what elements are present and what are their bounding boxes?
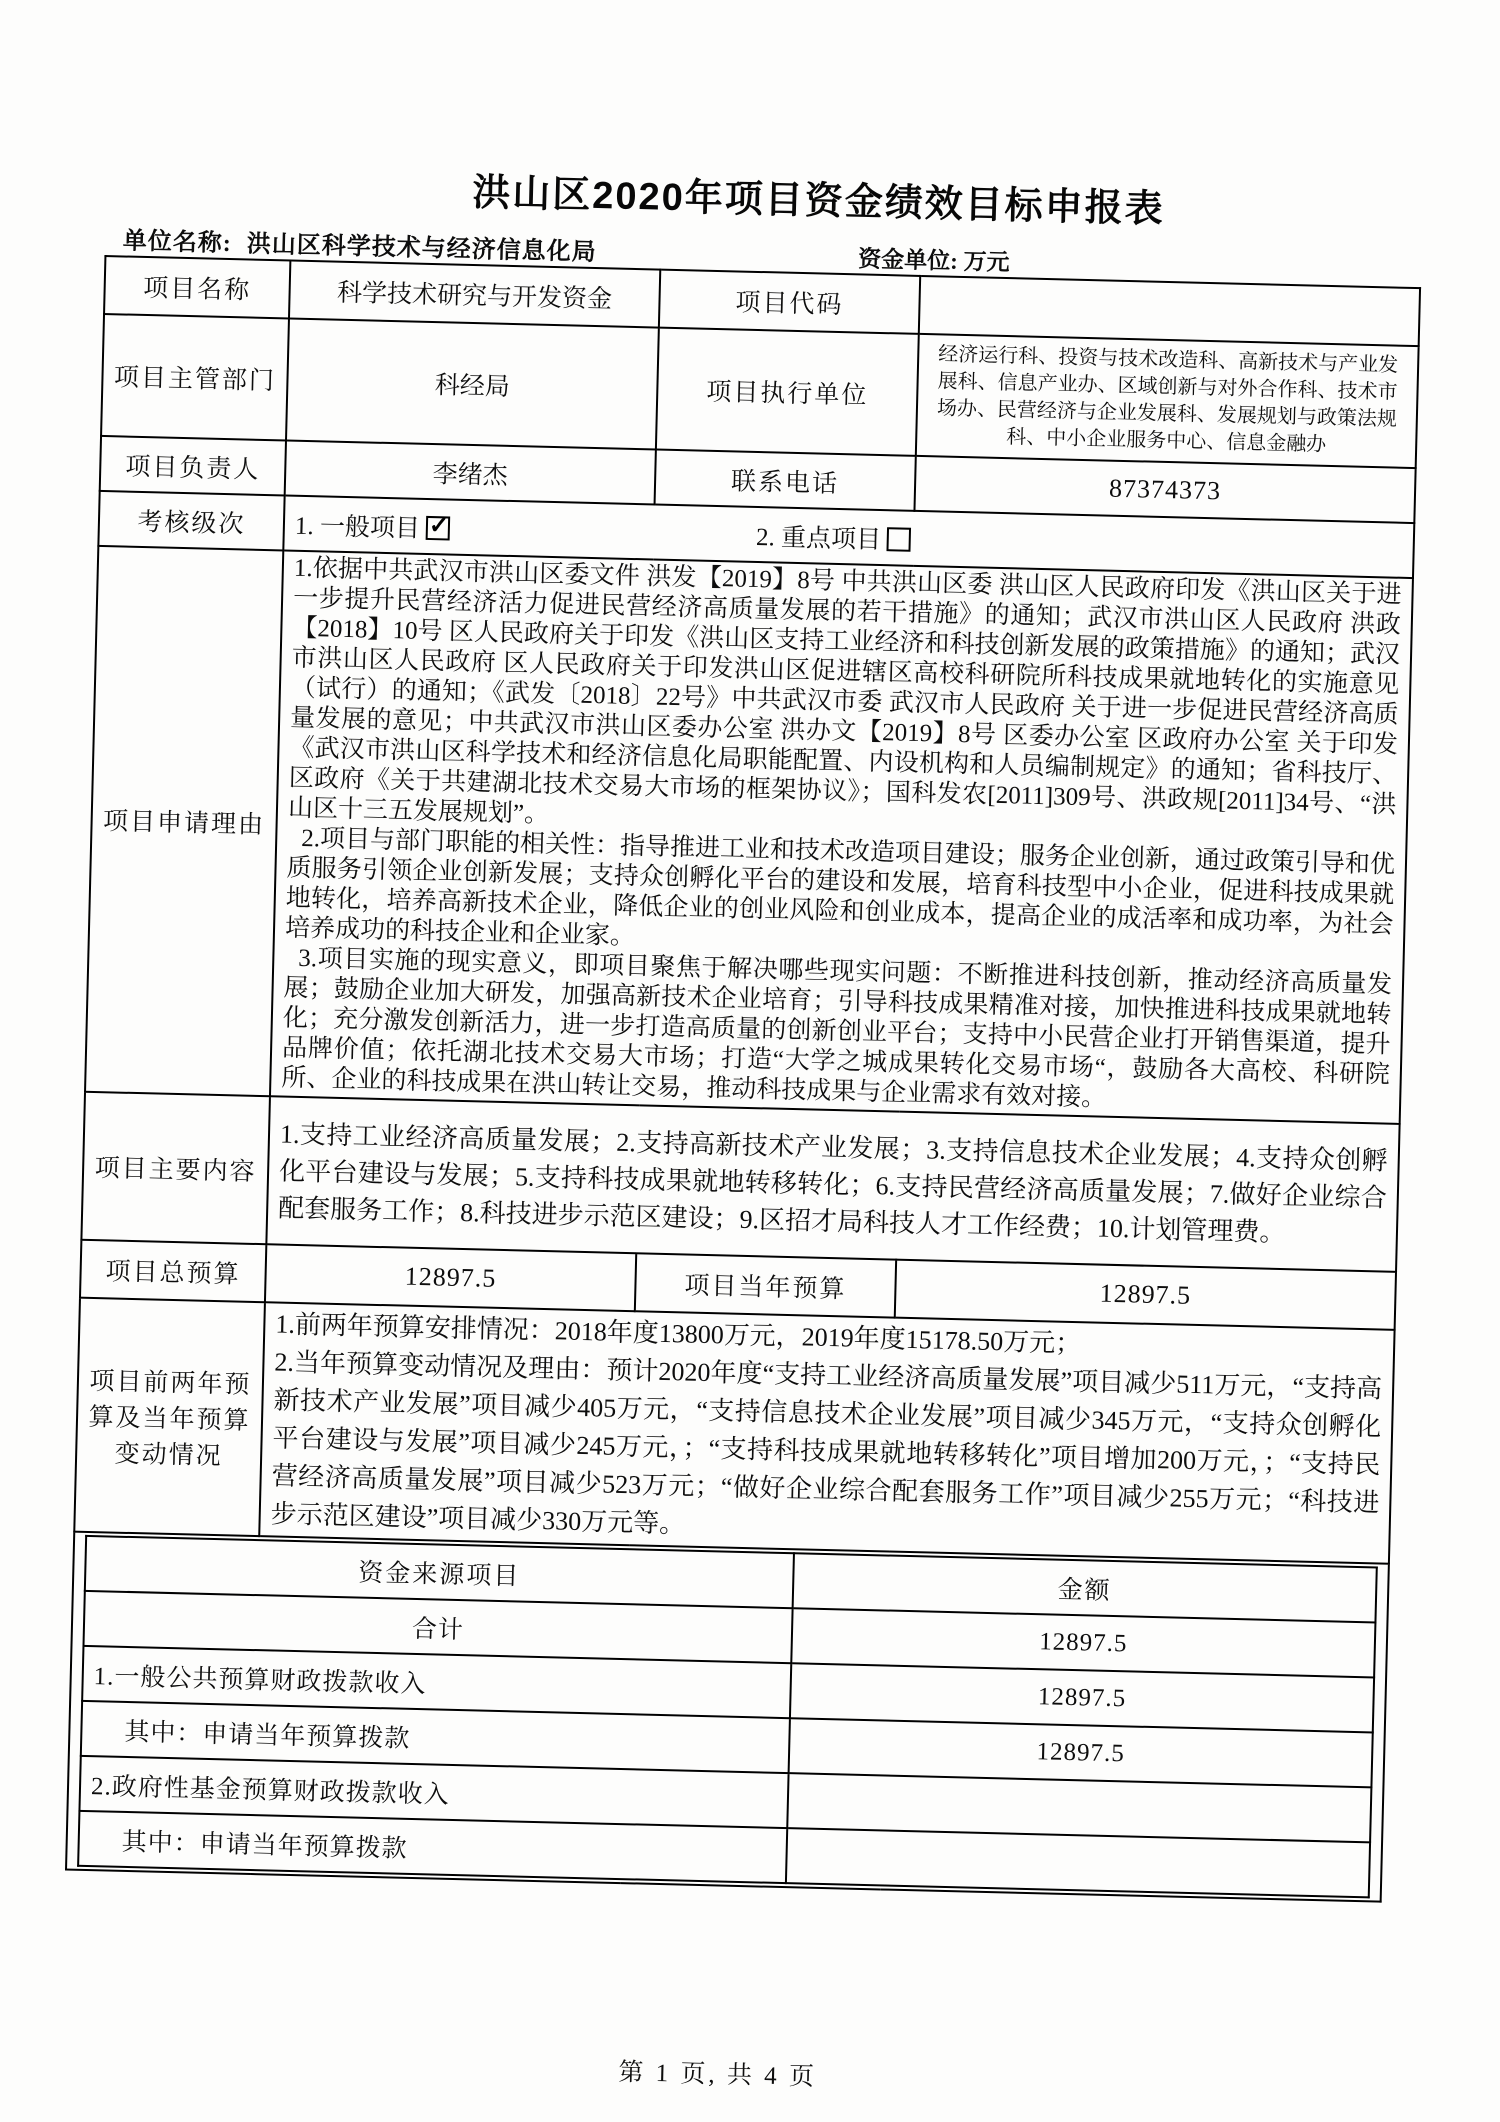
assessment-level-label: 考核级次 <box>98 491 284 551</box>
current-year-budget-value: 12897.5 <box>895 1260 1396 1330</box>
row-application-reason <box>85 546 1413 1124</box>
reason-paragraph-1: 1.依据中共武汉市洪山区委文件 洪发【2019】8号 中共洪山区委 洪山区人民政府印发《洪山区关于进一步提升民营经济活力促进民营经济高质量发展的若干措施》的通知；武汉市洪山区人民政府 洪政【2018】10号 区人民政府关于印发《洪山区支持工业经济和科技创新发展的政策措施》的通知；武汉市洪山区人民政府 区人民政府关于印发洪山区促进辖区高校科研院所科技成果就地转化的实施意见（试行）的通知；《武发〔2018〕22号》中共武汉市委 武汉市人民政府 关于进一步促进民营经济高质量发展的意见；中共武汉市洪山区委办公室 洪办文【2019】8号 区委办公室 区政府办公室 关于印发《武汉市洪山区科学技术和经济信息化局职能配置、内设机构和人员编制规定》的通知；省科技厅、区政府《关于共建湖北技术交易大市场的框架协议》；国科发农[2011]309号、洪政规[2011]34号、“洪山区十三五发展规划”。 <box>287 554 1402 829</box>
unit-name-value: 洪山区科学技术与经济信息化局 <box>246 231 597 267</box>
row-funding-sources <box>66 1532 1389 1902</box>
assessment-option-key-label: 2. 重点项目 <box>755 523 882 554</box>
funding-item-total: 合计 <box>83 1591 792 1663</box>
funding-amount-total: 12897.5 <box>791 1608 1375 1677</box>
reason-paragraph-2: 2.项目与部门职能的相关性：指导推进工业和技术改造项目建设；服务企业创新，通过政策引导和优质服务引领企业创新发展；支持众创孵化平台的建设和发展，培育科技型中小企业，促进科技成果就地转化，培养高新技术企业，降低企业的创业风险和创业成本，提高企业的成活率和成功率，为社会培养成功的科技企业和企业家。 <box>284 824 1396 951</box>
funding-item-gov-fund: 2.政府性基金预算财政拨款收入 <box>79 1756 788 1828</box>
leader-value: 李绪杰 <box>285 440 656 504</box>
checkbox-checked-icon <box>426 515 451 540</box>
assessment-option-key <box>756 516 912 556</box>
funding-item-gov-fund-request: 其中：申请当年预算拨款 <box>78 1811 787 1883</box>
money-unit-label: 资金单位: 万元 <box>857 246 1010 276</box>
main-content-value <box>266 1096 1399 1272</box>
total-budget-label: 项目总预算 <box>80 1240 266 1303</box>
phone-label: 联系电话 <box>655 450 916 511</box>
checkbox-unchecked-icon <box>887 527 912 552</box>
leader-label: 项目负责人 <box>100 436 286 496</box>
project-name-label: 项目名称 <box>104 256 290 319</box>
funding-amount-current-year-request: 12897.5 <box>789 1718 1373 1787</box>
funding-source-table <box>77 1535 1378 1898</box>
form-table <box>65 255 1421 1903</box>
supervisor-dept-value: 科经局 <box>286 319 659 450</box>
funding-item-current-year-request: 其中：申请当年预算拨款 <box>81 1701 790 1773</box>
supervisor-dept-label: 项目主管部门 <box>101 314 289 440</box>
project-code-label: 项目代码 <box>659 270 920 334</box>
phone-value: 87374373 <box>914 456 1415 523</box>
total-budget-value: 12897.5 <box>265 1244 636 1311</box>
row-budget-change <box>74 1298 1394 1564</box>
budget-change-label: 项目前两年预算及当年预算变动情况 <box>74 1298 265 1536</box>
budget-change-value <box>259 1302 1394 1564</box>
executing-unit-value: 经济运行科、投资与技术改造科、高新技术与产业发展科、信息产业办、区域创新与对外合作科、技术市场办、民营经济与企业发展科、发展规划与政策法规科、中小企业服务中心、信息金融办 <box>916 334 1419 468</box>
assessment-option-general <box>295 512 451 543</box>
main-content-label: 项目主要内容 <box>81 1092 270 1244</box>
assessment-option-general-label: 1. 一般项目 <box>294 512 421 543</box>
project-name-value: 科学技术研究与开发资金 <box>289 261 660 328</box>
funding-amount-header: 金额 <box>793 1553 1377 1622</box>
page-footer: 第 1 页, 共 4 页 <box>618 2059 818 2091</box>
unit-name-label: 单位名称: <box>122 228 233 258</box>
executing-unit-label: 项目执行单位 <box>656 328 919 456</box>
current-year-budget-label: 项目当年预算 <box>635 1253 896 1317</box>
budget-change-paragraph-2: 2.当年预算变动情况及理由：预计2020年度“支持工业经济高质量发展”项目减少511万元，“支持高新技术产业发展”项目减少405万元，“支持信息技术企业发展”项目减少345万元，“支持众创孵化平台建设与发展”项目减少245万元，；“支持科技成果就地转移转化”项目增加200万元，；“支持民营经济高质量发展”项目减少523万元；“做好企业综合配套服务工作”项目减少255万元；“科技进步示范区建设”项目减少330万元等。 <box>270 1347 1383 1539</box>
reason-paragraph-3: 3.项目实施的现实意义，即项目聚焦于解决哪些现实问题：不断推进科技创新，推动经济高质量发展；鼓励企业加大研发，加强高新技术企业培育；引导科技成果精准对接，加快推进科技成果就地转化；充分激发创新活力，进一步打造高质量的创新创业平台；支持中小民营企业打开销售渠道，提升品牌价值；依托湖北技术交易大市场；打造“大学之城成果转化交易市场“，鼓励各大高校、科研院所、企业的科技成果在洪山转让交易，推动科技成果与企业需求有效对接。 <box>281 944 1393 1112</box>
budget-change-paragraph-1: 1.前两年预算安排情况：2018年度13800万元，2019年度15178.50万元； <box>275 1309 1082 1359</box>
funding-amount-general-budget: 12897.5 <box>790 1663 1374 1732</box>
main-content-text: 1.支持工业经济高质量发展；2.支持高新技术产业发展；3.支持信息技术企业发展；4.支持众创孵化平台建设与发展；5.支持科技成果就地转移转化；6.支持民营经济高质量发展；7.做好企业综合配套服务工作；8.科技进步示范区建设；9.区招才局科技人才工作经费；10.计划管理费。 <box>277 1119 1389 1247</box>
funding-item-header: 资金来源项目 <box>85 1536 794 1608</box>
funding-item-general-budget: 1.一般公共预算财政拨款收入 <box>82 1646 791 1718</box>
funding-sources-cell <box>66 1532 1389 1902</box>
page-title: 洪山区2020年项目资金绩效目标申报表 <box>471 171 1166 231</box>
application-reason-label: 项目申请理由 <box>85 546 283 1096</box>
application-reason-value <box>270 550 1413 1123</box>
